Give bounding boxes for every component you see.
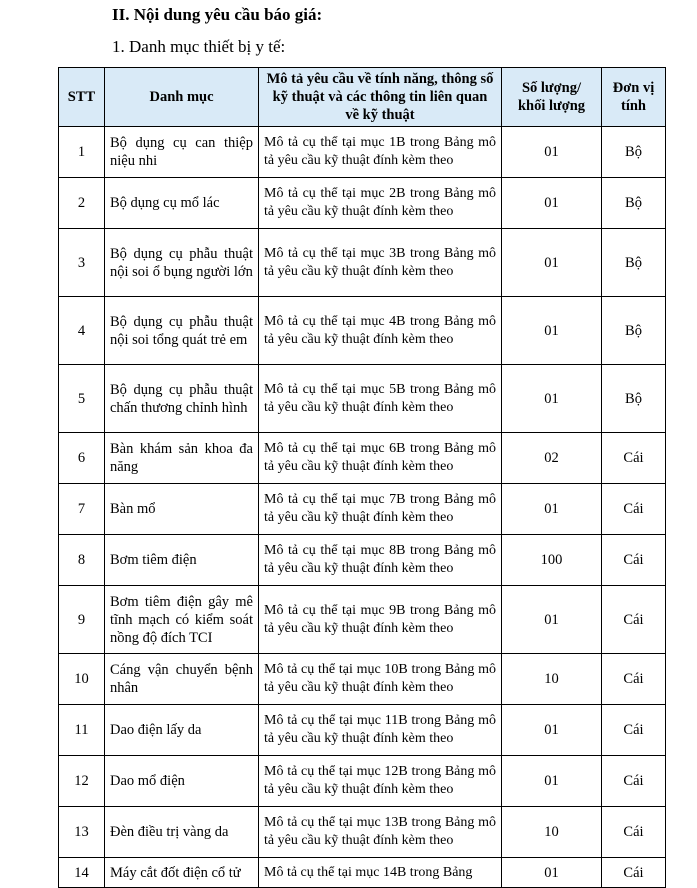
table-row <box>59 127 666 178</box>
section-subheading: 1. Danh mục thiết bị y tế: <box>112 37 286 56</box>
header-name: Danh mục <box>105 68 259 127</box>
row-desc: Mô tả cụ thể tại mục 11B trong Bảng mô tả yêu cầu kỹ thuật đính kèm theo <box>259 705 502 756</box>
row-name: Bơm tiêm điện <box>105 535 259 586</box>
row-unit: Cái <box>602 433 666 484</box>
row-stt: 4 <box>59 297 105 365</box>
row-qty: 01 <box>502 756 602 807</box>
row-unit: Bộ <box>602 297 666 365</box>
row-qty: 01 <box>502 178 602 229</box>
row-desc: Mô tả cụ thể tại mục 7B trong Bảng mô tả yêu cầu kỹ thuật đính kèm theo <box>259 484 502 535</box>
row-name: Bơm tiêm điện gây mê tĩnh mạch có kiểm soát nồng độ đích TCI <box>105 586 259 654</box>
row-stt: 8 <box>59 535 105 586</box>
row-unit: Cái <box>602 586 666 654</box>
row-unit: Cái <box>602 858 666 888</box>
row-name: Bàn mổ <box>105 484 259 535</box>
row-name: Cáng vận chuyển bệnh nhân <box>105 654 259 705</box>
section-heading: II. Nội dung yêu cầu báo giá: <box>112 5 323 24</box>
table-row <box>59 858 666 888</box>
row-stt: 11 <box>59 705 105 756</box>
row-desc: Mô tả cụ thể tại mục 9B trong Bảng mô tả yêu cầu kỹ thuật đính kèm theo <box>259 586 502 654</box>
row-qty: 10 <box>502 654 602 705</box>
row-desc: Mô tả cụ thể tại mục 10B trong Bảng mô tả yêu cầu kỹ thuật đính kèm theo <box>259 654 502 705</box>
row-name: Dao mổ điện <box>105 756 259 807</box>
row-name: Dao điện lấy da <box>105 705 259 756</box>
row-stt: 5 <box>59 365 105 433</box>
table-row <box>59 654 666 705</box>
table-row <box>59 484 666 535</box>
header-qty: Số lượng/ khối lượng <box>502 68 602 127</box>
table-row <box>59 756 666 807</box>
row-qty: 01 <box>502 297 602 365</box>
row-desc: Mô tả cụ thể tại mục 8B trong Bảng mô tả yêu cầu kỹ thuật đính kèm theo <box>259 535 502 586</box>
table-row <box>59 178 666 229</box>
row-name: Bộ dụng cụ phẫu thuật chấn thương chỉnh hình <box>105 365 259 433</box>
row-name: Bộ dụng cụ mổ lác <box>105 178 259 229</box>
row-name: Đèn điều trị vàng da <box>105 807 259 858</box>
header-unit: Đơn vị tính <box>602 68 666 127</box>
row-stt: 9 <box>59 586 105 654</box>
row-stt: 3 <box>59 229 105 297</box>
row-qty: 01 <box>502 586 602 654</box>
row-desc: Mô tả cụ thể tại mục 13B trong Bảng mô tả yêu cầu kỹ thuật đính kèm theo <box>259 807 502 858</box>
row-stt: 13 <box>59 807 105 858</box>
equipment-table <box>58 67 666 888</box>
row-name: Bộ dụng cụ phẫu thuật nội soi tổng quát trẻ em <box>105 297 259 365</box>
row-desc: Mô tả cụ thể tại mục 14B trong Bảng <box>259 858 502 888</box>
row-qty: 100 <box>502 535 602 586</box>
row-stt: 14 <box>59 858 105 888</box>
row-stt: 7 <box>59 484 105 535</box>
row-stt: 12 <box>59 756 105 807</box>
row-qty: 01 <box>502 127 602 178</box>
row-desc: Mô tả cụ thể tại mục 2B trong Bảng mô tả yêu cầu kỹ thuật đính kèm theo <box>259 178 502 229</box>
row-qty: 01 <box>502 858 602 888</box>
row-desc: Mô tả cụ thể tại mục 3B trong Bảng mô tả yêu cầu kỹ thuật đính kèm theo <box>259 229 502 297</box>
row-desc: Mô tả cụ thể tại mục 4B trong Bảng mô tả yêu cầu kỹ thuật đính kèm theo <box>259 297 502 365</box>
table-row <box>59 433 666 484</box>
row-stt: 1 <box>59 127 105 178</box>
table-row <box>59 807 666 858</box>
row-unit: Cái <box>602 654 666 705</box>
row-qty: 01 <box>502 229 602 297</box>
row-stt: 6 <box>59 433 105 484</box>
row-stt: 10 <box>59 654 105 705</box>
row-desc: Mô tả cụ thể tại mục 1B trong Bảng mô tả yêu cầu kỹ thuật đính kèm theo <box>259 127 502 178</box>
row-unit: Bộ <box>602 178 666 229</box>
row-unit: Bộ <box>602 127 666 178</box>
table-row <box>59 586 666 654</box>
row-unit: Cái <box>602 807 666 858</box>
table-row <box>59 365 666 433</box>
row-qty: 10 <box>502 807 602 858</box>
row-qty: 01 <box>502 705 602 756</box>
row-unit: Bộ <box>602 229 666 297</box>
header-desc: Mô tả yêu cầu về tính năng, thông số kỹ thuật và các thông tin liên quan về kỹ thuật <box>259 68 502 127</box>
row-qty: 01 <box>502 484 602 535</box>
row-name: Máy cắt đốt điện cổ tử <box>105 858 259 888</box>
table-row <box>59 535 666 586</box>
table-body <box>59 127 666 888</box>
row-name: Bộ dụng cụ can thiệp niệu nhi <box>105 127 259 178</box>
row-stt: 2 <box>59 178 105 229</box>
row-desc: Mô tả cụ thể tại mục 5B trong Bảng mô tả yêu cầu kỹ thuật đính kèm theo <box>259 365 502 433</box>
row-name: Bộ dụng cụ phẫu thuật nội soi ổ bụng người lớn <box>105 229 259 297</box>
row-qty: 01 <box>502 365 602 433</box>
row-unit: Cái <box>602 756 666 807</box>
table-header-row <box>59 68 666 127</box>
table-row <box>59 705 666 756</box>
row-unit: Cái <box>602 535 666 586</box>
row-name: Bàn khám sản khoa đa năng <box>105 433 259 484</box>
row-unit: Bộ <box>602 365 666 433</box>
row-unit: Cái <box>602 484 666 535</box>
header-stt: STT <box>59 68 105 127</box>
row-unit: Cái <box>602 705 666 756</box>
table-row <box>59 229 666 297</box>
row-qty: 02 <box>502 433 602 484</box>
table-row <box>59 297 666 365</box>
row-desc: Mô tả cụ thể tại mục 6B trong Bảng mô tả yêu cầu kỹ thuật đính kèm theo <box>259 433 502 484</box>
row-desc: Mô tả cụ thể tại mục 12B trong Bảng mô tả yêu cầu kỹ thuật đính kèm theo <box>259 756 502 807</box>
